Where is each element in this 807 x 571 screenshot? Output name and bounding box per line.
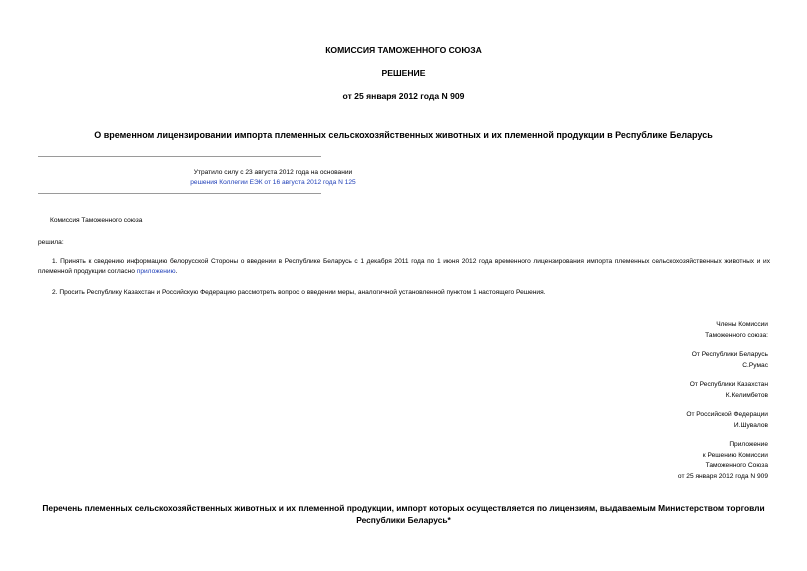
- appendix-block: [678, 440, 768, 482]
- org-header: КОМИССИЯ ТАМОЖЕННОГО СОЮЗА: [325, 45, 482, 55]
- bottom-divider: [38, 193, 321, 194]
- decision-item-1: [38, 257, 770, 276]
- signature-kazakhstan: [690, 379, 768, 401]
- appendix-line-2: к Решению Комиссии: [702, 451, 768, 459]
- appendix-link[interactable]: приложению: [136, 267, 176, 275]
- item-1-end: .: [175, 267, 178, 275]
- top-divider: [38, 156, 321, 157]
- belarus-label: От Республики Беларусь: [691, 351, 768, 358]
- appendix-title: Перечень племенных сельскохозяйственных животных и их племенной продукции, импорт которых осуществляется по лицензиям, выдаваемым Министерством торговли Республики Беларусь*: [42, 503, 765, 525]
- appendix-line-4: от 25 января 2012 года N 909: [677, 472, 768, 480]
- item-1-text: 1. Принять к сведению информацию белорусской Стороны о введении в Республике Беларусь с 1 декабря 2011 года по 1 июня 2012 года временного лицензирования импорта племенных сельскохозяйственных животных и их племенной продукции согласно: [38, 258, 770, 275]
- doc-date-header: от 25 января 2012 года N 909: [342, 91, 465, 101]
- kazakhstan-label: От Республики Казахстан: [689, 381, 768, 388]
- members-line-2: Таможенного союза:: [705, 332, 768, 339]
- status-note-text: Утратило силу с 23 августа 2012 года на основании: [193, 169, 353, 176]
- appendix-line-1: Приложение: [729, 441, 768, 448]
- russia-signatory: И.Шувалов: [733, 422, 768, 429]
- kazakhstan-signatory: К.Келимбетов: [725, 392, 768, 399]
- members-line-1: Члены Комиссии: [716, 321, 768, 328]
- repeal-decision-link[interactable]: решения Коллегии ЕЭК от 16 августа 2012 года N 125: [190, 179, 356, 186]
- document-title: О временном лицензировании импорта племенных сельскохозяйственных животных и их племенной продукции в Республике Беларусь: [94, 130, 713, 140]
- members-block: [705, 319, 768, 341]
- decided-label: решила:: [38, 239, 64, 246]
- doc-type-header: РЕШЕНИЕ: [381, 68, 426, 78]
- russia-label: От Российской Федерации: [686, 411, 768, 418]
- signature-russia: [686, 409, 768, 431]
- signature-belarus: [692, 349, 768, 371]
- commission-label: Комиссия Таможенного союза: [50, 217, 143, 224]
- decision-item-2: 2. Просить Республику Казахстан и Российскую Федерацию рассмотреть вопрос о введении меры, аналогичной установленной пунктом 1 настоящего Решения.: [52, 289, 546, 296]
- appendix-line-3: Таможенного Союза: [705, 462, 768, 469]
- belarus-signatory: С.Румас: [742, 362, 768, 369]
- status-note: [38, 168, 508, 188]
